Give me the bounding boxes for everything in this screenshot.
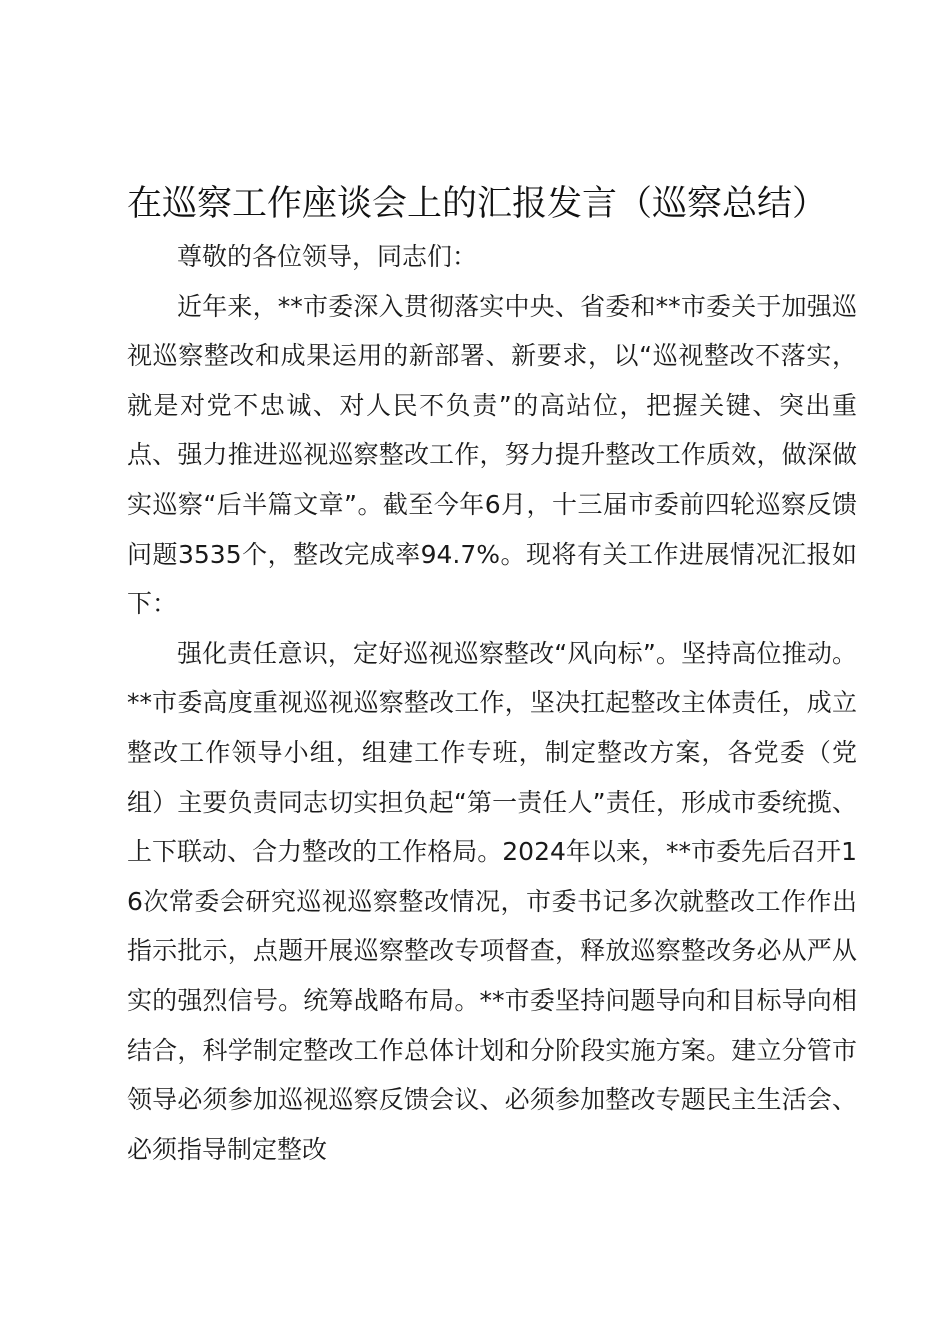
salutation: 尊敬的各位领导，同志们：	[177, 242, 478, 271]
paragraph-intro: 近年来，**市委深入贯彻落实中央、省委和**市委关于加强巡视巡察整改和成果运用的新部署、新要求，以“巡视整改不落实，就是对党不忠诚、对人民不负责”的高站位，把握关键、突出重点、强力推进巡视巡察整改工作，努力提升整改工作质效，做深做实巡察“后半篇文章”。截至今年6月，十三届市委前四轮巡察反馈问题3535个，整改完成率94.7%。现将有关工作进展情况汇报如下：	[127, 291, 857, 619]
document-body	[127, 178, 857, 1174]
document-title: 在巡察工作座谈会上的汇报发言（巡察总结）	[127, 184, 828, 224]
paragraph-responsibility: 强化责任意识，定好巡视巡察整改“风向标”。坚持高位推动。**市委高度重视巡视巡察整改工作，坚决扛起整改主体责任，成立整改工作领导小组，组建工作专班，制定整改方案，各党委（党组）主要负责同志切实担负起“第一责任人”责任，形成市委统揽、上下联动、合力整改的工作格局。2024年以来，**市委先后召开16次常委会研究巡视巡察整改情况，市委书记多次就整改工作作出指示批示，点题开展巡察整改专项督查，释放巡察整改务必从严从实的强烈信号。统筹战略布局。**市委坚持问题导向和目标导向相结合，科学制定整改工作总体计划和分阶段实施方案。建立分管市领导必须参加巡视巡察反馈会议、必须参加整改专题民主生活会、必须指导制定整改	[127, 638, 857, 1164]
